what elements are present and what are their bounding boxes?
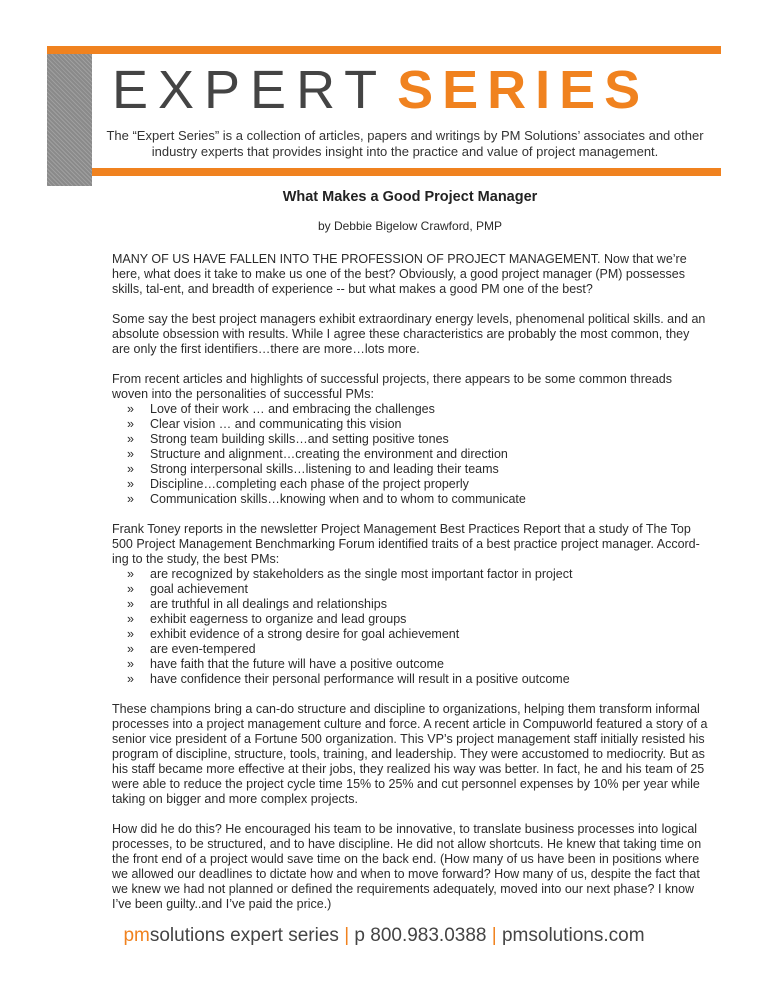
footer-phone: p 800.983.0388 [354,925,487,946]
list-item: » exhibit eagerness to organize and lead groups [112,612,708,627]
list-item: » have faith that the future will have a positive outcome [112,657,708,672]
list-item: » Strong interpersonal skills…listening to and leading their teams [112,462,708,477]
list-item: » Communication skills…knowing when and to whom to communicate [112,492,708,507]
list-item: » goal achievement [112,582,708,597]
article-byline: by Debbie Bigelow Crawford, PMP [317,219,503,233]
list-item: » Love of their work … and embracing the challenges [112,402,708,417]
footer-brand-rest: solutions expert series [149,925,339,946]
footer-brand-pm: pm [123,925,150,946]
header-top-orange-bar [47,46,721,54]
footer-separator: | [491,925,497,946]
list-item: » are truthful in all dealings and relationships [112,597,708,612]
paragraph-study: Frank Toney reports in the newsletter Project Management Best Practices Report that a study of The Top 500 Project Management Benchmarking Forum identified traits of a best practice project manager. Accord-ing to the study, the best PMs: [112,522,700,566]
paragraph-how: How did he do this? He encouraged his team to be innovative, to translate business processes into logical processes, to be structured, and to have discipline. He did not allow shortcuts. He knew that taking time on the front end of a project would save time on the back end. (How many of us have been in positions where we allowed our deadlines to dictate how and when to move forward? How many of us, despite the fact that we knew we had not planned or defined the requirements adequately, moved into our next phase? I know I’ve been guilty..and I’ve paid the price.) [112,822,702,911]
series-description: The “Expert Series” is a collection of articles, papers and writings by PM Solutions’ associates and other industry experts that provides insight into the practice and value of project management. [106,128,704,159]
paragraph-traits: Some say the best project managers exhibit extraordinary energy levels, phenomenal political skills. and an absolute obsession with results. While I agree these characteristics are probably the most common, they are only the first identifiers…there are more…lots more. [112,312,706,356]
list-item: » exhibit evidence of a strong desire for goal achievement [112,627,708,642]
list-item: » have confidence their personal performance will result in a positive outcome [112,672,708,687]
series-title [112,58,649,122]
page-footer [0,924,768,948]
article-title: What Makes a Good Project Manager [282,189,538,205]
footer-separator: | [344,925,350,946]
paragraph-common-threads: From recent articles and highlights of successful projects, there appears to be some common threads woven into the personalities of successful PMs: [112,372,672,401]
paragraph-champions: These champions bring a can-do structure and discipline to organizations, helping them transform informal processes into a project management culture and force. A recent article in Compuworld featured a story of a senior vice president of a Fortune 500 organization. This VP’s project management staff initially resisted his program of discipline, structure, tools, training, and leadership. They were accustomed to mediocrity. But as his staff became more effective at their jobs, they realized his way was better. In fact, he and his team of 25 were able to reduce the project cycle time 15% to 25% and cut personnel expenses by 10% per year while taking on bigger and more complex projects. [112,702,708,806]
list-item: » Strong team building skills…and setting positive tones [112,432,708,447]
footer-website-link[interactable]: pmsolutions.com [501,925,645,946]
best-pm-list [112,567,708,687]
paragraph-intro: MANY OF US HAVE FALLEN INTO THE PROFESSION OF PROJECT MANAGEMENT. Now that we’re here, what does it take to make us one of the best? Obviously, a good project manager (PM) possesses skills, tal-ent, and breadth of experience -- but what makes a good PM one of the best? [112,252,687,296]
header-side-hatched-bar [47,54,92,186]
list-item: » are recognized by stakeholders as the single most important factor in project [112,567,708,582]
list-item: » Discipline…completing each phase of the project properly [112,477,708,492]
article-body [112,190,708,927]
list-item: » Structure and alignment…creating the environment and direction [112,447,708,462]
common-threads-list [112,402,708,507]
list-item: » Clear vision … and communicating this vision [112,417,708,432]
series-title-series: SERIES [397,60,650,120]
list-item: » are even-tempered [112,642,708,657]
header-bottom-orange-bar [92,168,721,176]
series-title-expert: EXPERT [112,60,388,120]
